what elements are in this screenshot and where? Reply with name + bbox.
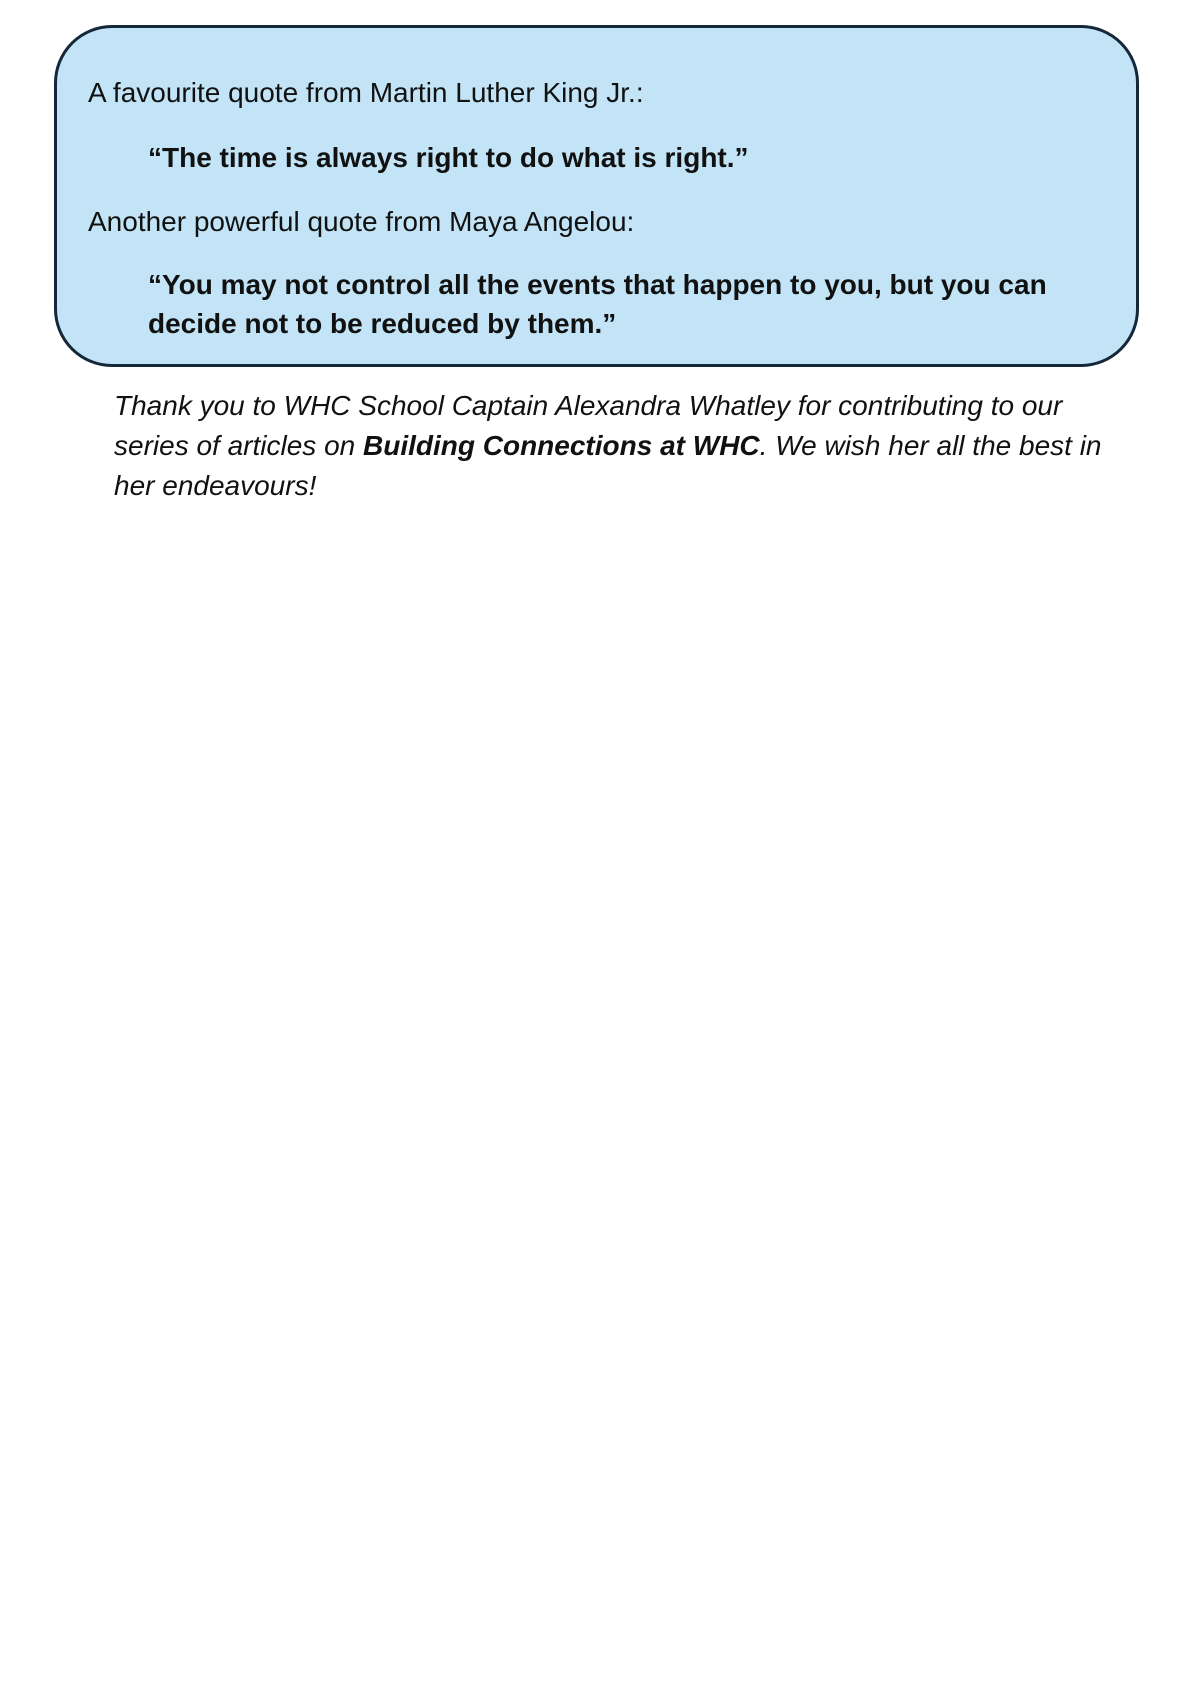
acknowledgement-paragraph — [114, 386, 1104, 506]
series-name: Building Connections at WHC — [363, 430, 760, 461]
mlk-quote-intro: A favourite quote from Martin Luther King Jr.: — [88, 77, 644, 108]
acknowledgement-text-after: . We wish her all the best in her endeavours! — [114, 430, 1102, 501]
acknowledgement-text-before: Thank you to WHC School Captain Alexandra Whatley for contributing to our series of articles on — [114, 390, 1063, 461]
quote-box — [54, 25, 1139, 367]
angelou-quote: “You may not control all the events that happen to you, but you can decide not to be reduced by them.” — [148, 269, 1047, 339]
angelou-quote-intro: Another powerful quote from Maya Angelou: — [88, 206, 635, 237]
mlk-quote: “The time is always right to do what is right.” — [148, 142, 749, 173]
